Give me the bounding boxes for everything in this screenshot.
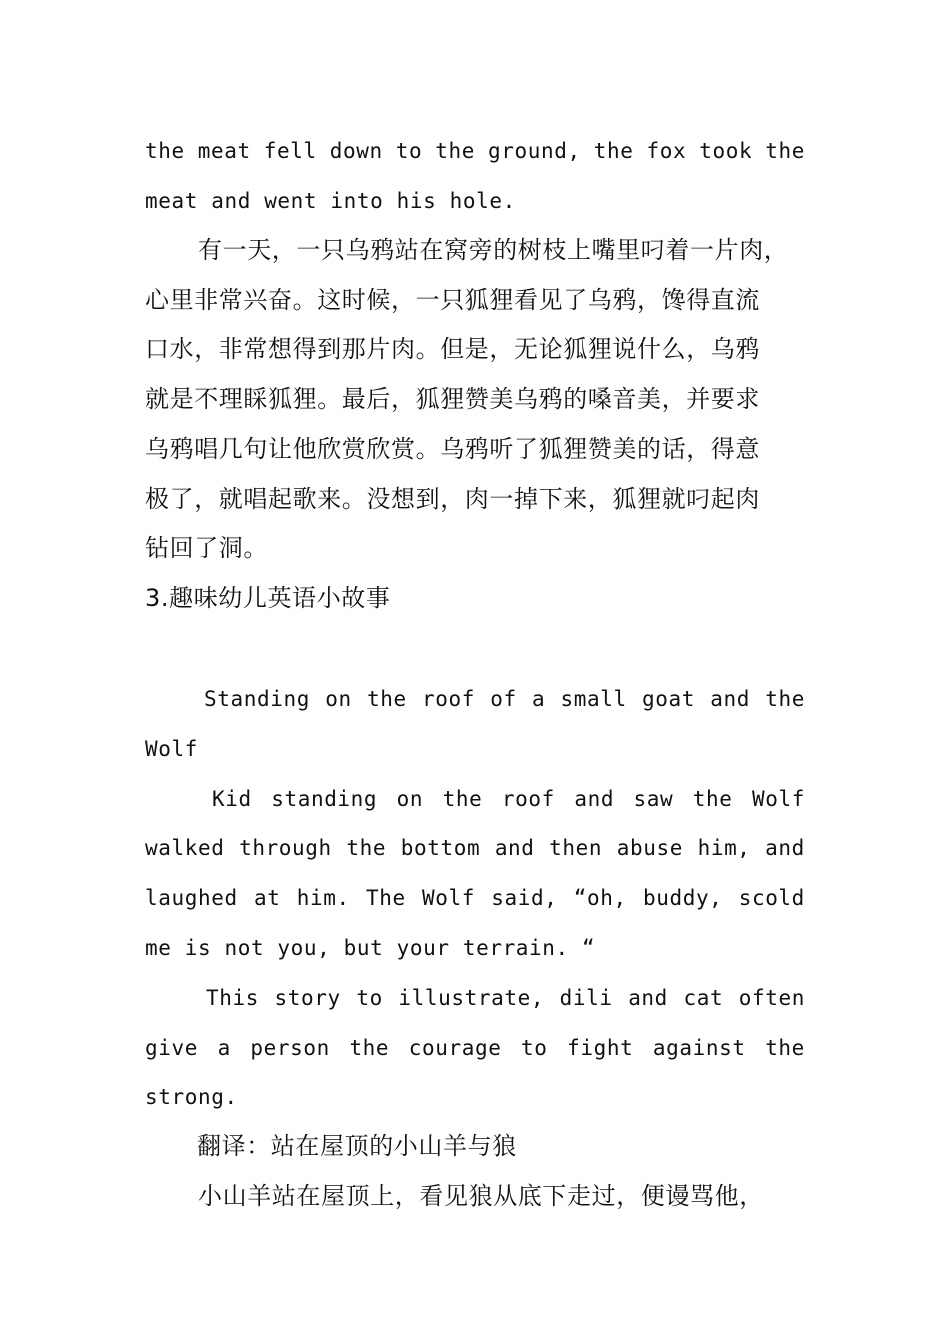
section-heading: 3.趣味幼儿英语小故事 xyxy=(145,584,391,612)
word: Kid xyxy=(212,787,252,811)
fox-translation-line-4: 就是不理睬狐狸。最后，狐狸赞美乌鸦的嗓音美，并要求 xyxy=(145,385,760,413)
word: goat xyxy=(642,687,695,711)
word: Wolf xyxy=(751,787,805,811)
word: standing xyxy=(271,787,378,811)
word: took xyxy=(699,139,753,163)
word: The xyxy=(365,886,406,910)
fox-translation-line-6: 极了，就唱起歌来。没想到，肉一掉下来，狐狸就叼起肉 xyxy=(145,485,760,513)
fox-translation-line-2: 心里非常兴奋。这时候，一只狐狸看见了乌鸦，馋得直流 xyxy=(145,286,760,314)
word: dili xyxy=(559,986,613,1010)
word: walked xyxy=(145,836,225,860)
goat-story-para2-line-3: strong. xyxy=(145,1085,238,1109)
fox-translation-line-1: 有一天，一只乌鸦站在窝旁的树枝上嘴里叼着一片肉， xyxy=(198,236,789,264)
word: and xyxy=(710,687,750,711)
goat-story-title-line-2: Wolf xyxy=(145,737,198,761)
word: person xyxy=(250,1036,330,1060)
word: him, xyxy=(697,836,751,860)
word: on xyxy=(325,687,352,711)
fox-story-en-line-1 xyxy=(145,136,805,166)
word: story xyxy=(274,986,341,1010)
goat-translation-title: 翻译：站在屋顶的小山羊与狼 xyxy=(197,1132,517,1160)
word: fox xyxy=(646,139,687,163)
word: to xyxy=(521,1036,548,1060)
word: and xyxy=(574,787,615,811)
word: said, xyxy=(491,886,558,910)
word: the xyxy=(765,139,805,163)
goat-story-para1-line-1 xyxy=(212,784,805,814)
word: a xyxy=(532,687,546,711)
word: cat xyxy=(683,986,724,1010)
word: the xyxy=(346,836,387,860)
goat-story-title-line-1 xyxy=(204,684,805,714)
goat-story-para1-line-3 xyxy=(145,883,805,913)
word: “oh, xyxy=(573,886,627,910)
word: roof xyxy=(501,787,555,811)
word: the xyxy=(442,787,483,811)
word: to xyxy=(356,986,383,1010)
word: laughed xyxy=(145,886,238,910)
word: at xyxy=(253,886,281,910)
fox-translation-line-7: 钻回了洞。 xyxy=(145,534,268,562)
word: Standing xyxy=(204,687,310,711)
word: roof xyxy=(421,687,475,711)
word: fight xyxy=(567,1036,634,1060)
word: to xyxy=(395,139,423,163)
word: fell xyxy=(263,139,317,163)
goat-story-para2-line-1 xyxy=(206,983,805,1013)
fox-translation-line-5: 乌鸦唱几句让他欣赏欣赏。乌鸦听了狐狸赞美的话，得意 xyxy=(145,435,760,463)
fox-story-en-line-2: meat and went into his hole. xyxy=(145,189,516,213)
word: small xyxy=(560,687,627,711)
word: and xyxy=(494,836,535,860)
word: then xyxy=(549,836,603,860)
word: against xyxy=(652,1036,746,1060)
word: abuse xyxy=(616,836,683,860)
word: and xyxy=(628,986,668,1010)
word: a xyxy=(217,1036,231,1060)
goat-story-para2-line-2 xyxy=(145,1033,805,1063)
word: the xyxy=(765,687,805,711)
word: the xyxy=(593,139,634,163)
word: the xyxy=(435,139,475,163)
goat-translation-line-1: 小山羊站在屋顶上，看见狼从底下走过，便谩骂他， xyxy=(198,1182,764,1210)
goat-story-para1-line-2 xyxy=(145,833,805,863)
word: him. xyxy=(296,886,350,910)
word: courage xyxy=(408,1036,502,1060)
word: often xyxy=(738,986,805,1010)
word: through xyxy=(239,836,332,860)
word: on xyxy=(396,787,424,811)
word: give xyxy=(145,1036,198,1060)
word: the xyxy=(765,1036,805,1060)
word: buddy, xyxy=(642,886,723,910)
word: down xyxy=(329,139,383,163)
word: of xyxy=(490,687,517,711)
word: meat xyxy=(197,139,251,163)
word: bottom xyxy=(400,836,481,860)
word: scold xyxy=(738,886,805,910)
word: the xyxy=(145,139,185,163)
word: the xyxy=(366,687,407,711)
word: ground, xyxy=(488,139,581,163)
word: Wolf xyxy=(421,886,475,910)
word: the xyxy=(349,1036,390,1060)
goat-story-para1-line-4: me is not you, but your terrain. “ xyxy=(145,936,596,960)
word: the xyxy=(692,787,733,811)
word: and xyxy=(765,836,805,860)
word: This xyxy=(206,986,259,1010)
word: saw xyxy=(633,787,674,811)
fox-translation-line-3: 口水，非常想得到那片肉。但是，无论狐狸说什么，乌鸦 xyxy=(145,335,760,363)
word: illustrate, xyxy=(398,986,545,1010)
